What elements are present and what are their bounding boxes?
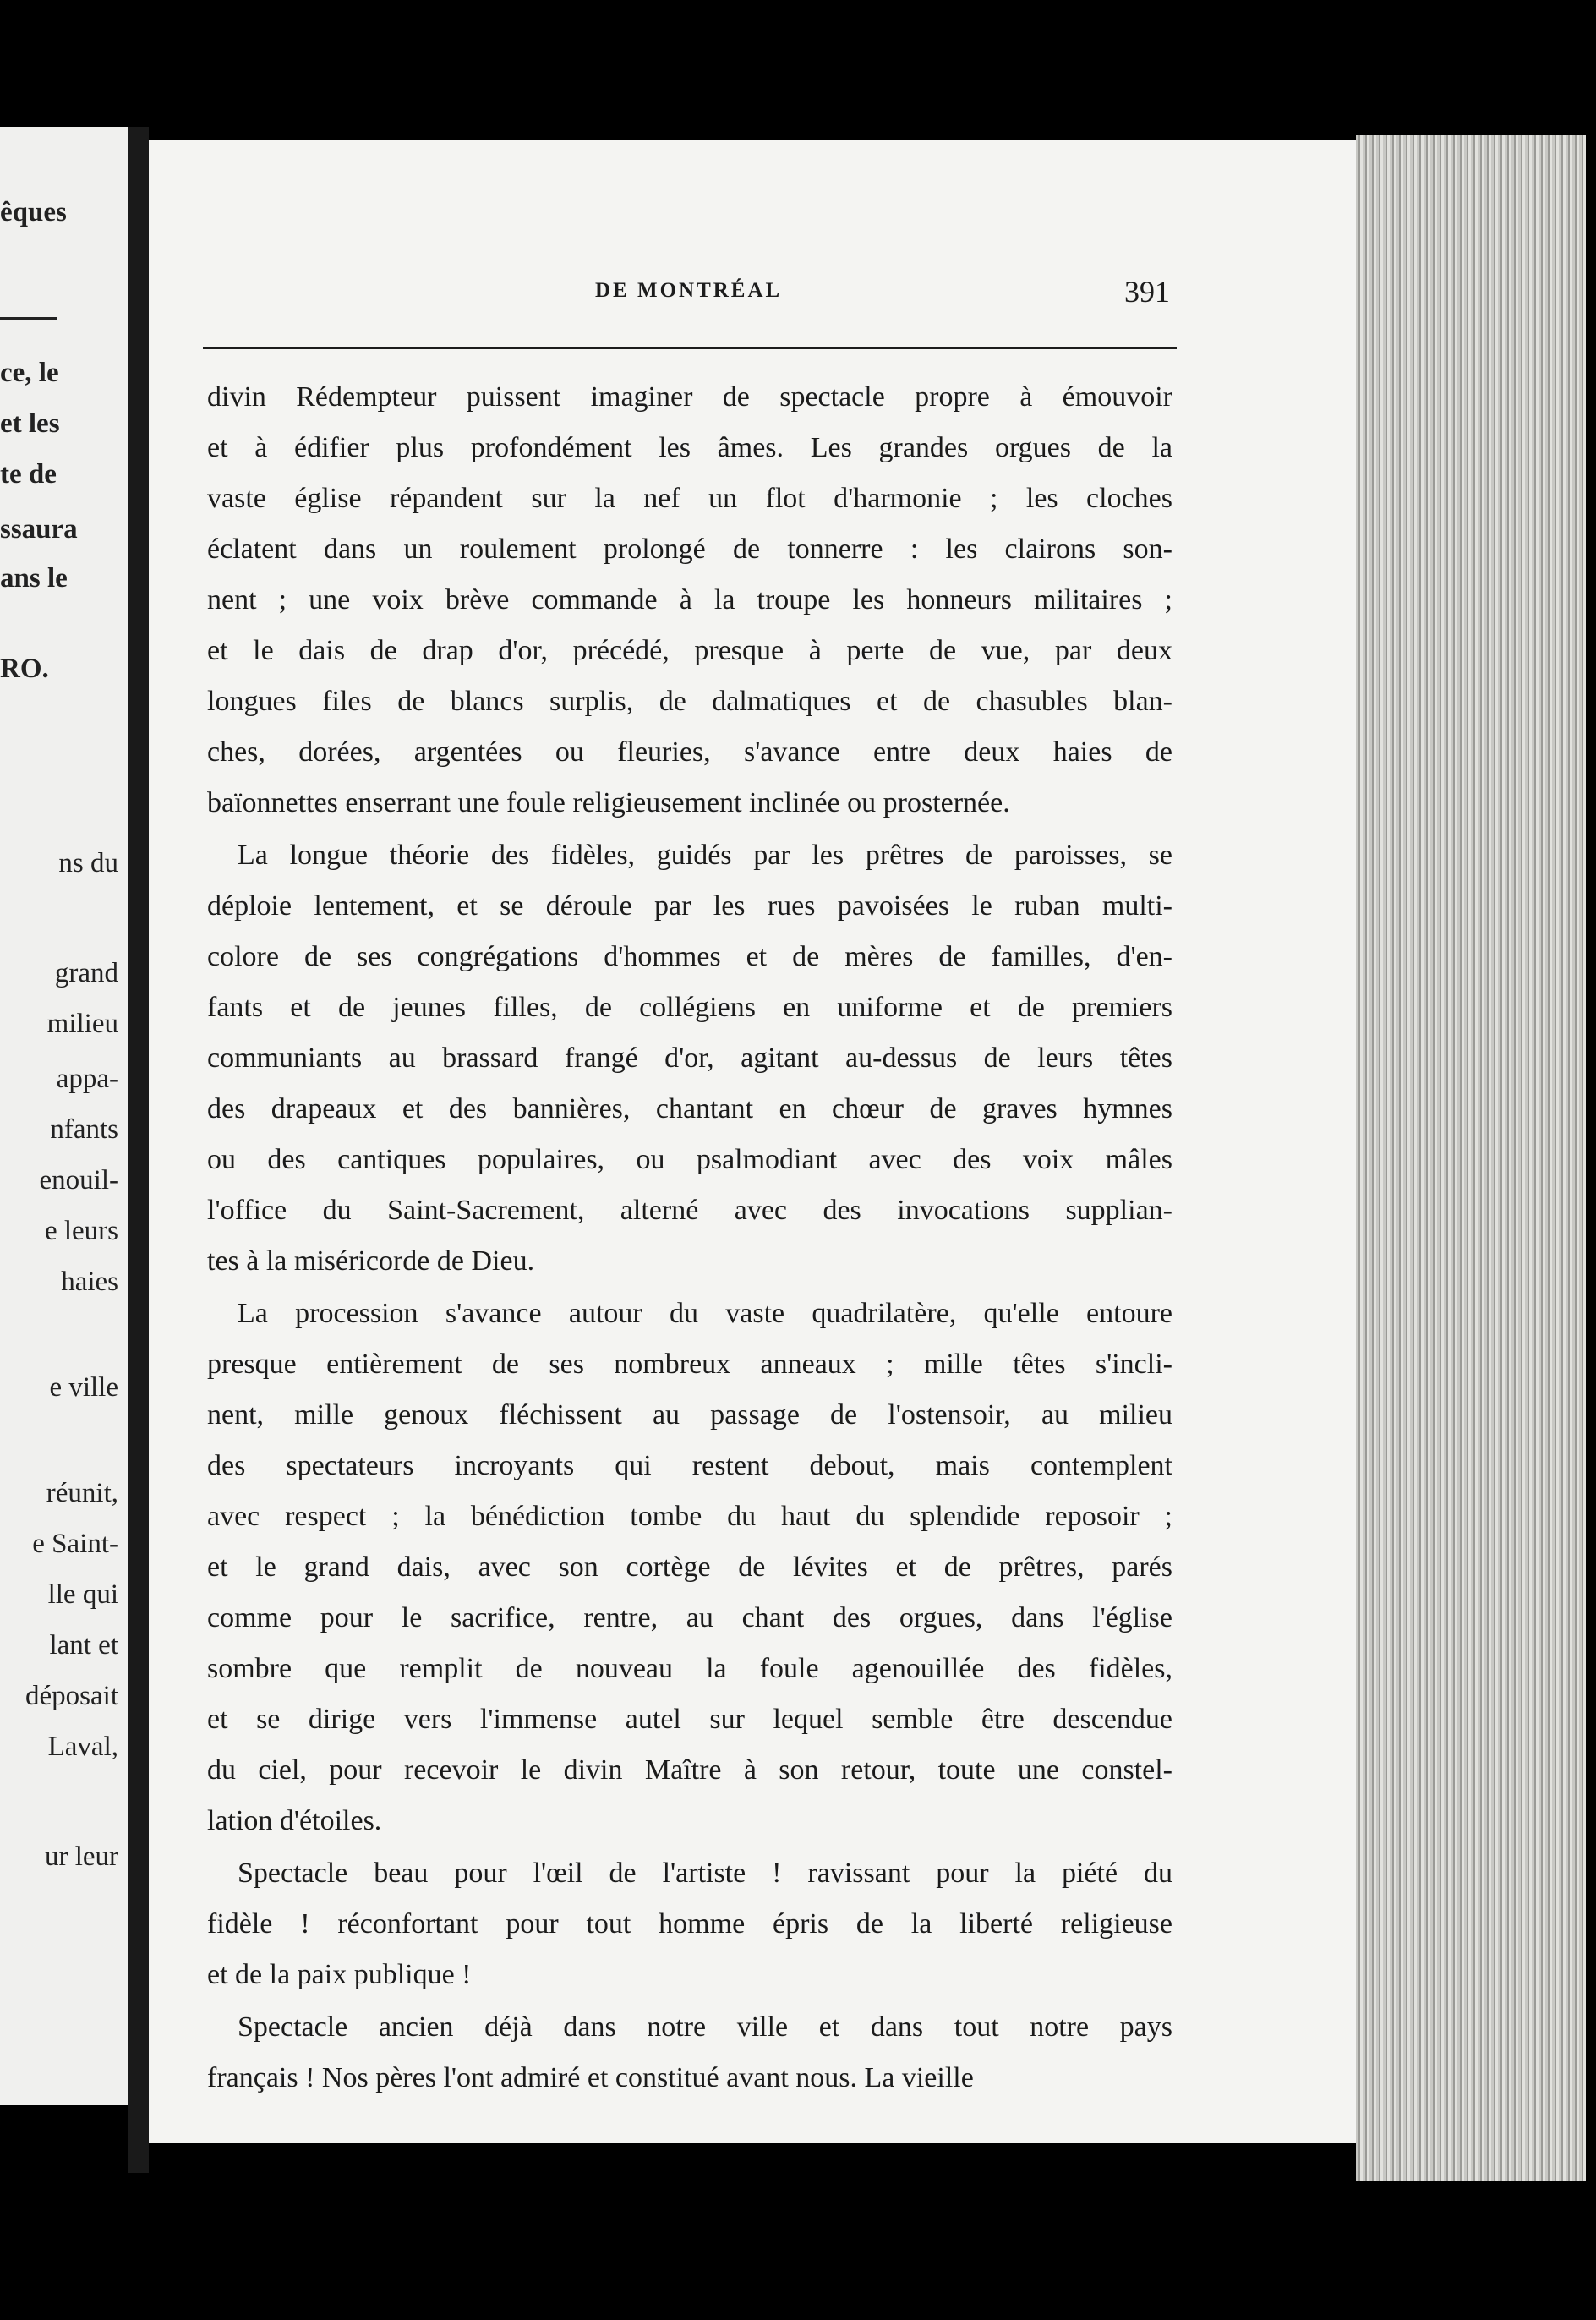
left-page-fragment: êques: [0, 197, 67, 227]
text-line: nent ; une voix brève commande à la troupe les honneurs militaires ;: [207, 584, 1172, 616]
left-page-fragment: lant et: [49, 1630, 118, 1661]
paragraph: [207, 830, 1172, 1287]
text-line: comme pour le sacrifice, rentre, au chant des orgues, dans l'église: [207, 1602, 1172, 1633]
text-line: et le dais de drap d'or, précédé, presque à perte de vue, par deux: [207, 635, 1172, 666]
text-line: des drapeaux et des bannières, chantant en chœur de graves hymnes: [207, 1093, 1172, 1124]
left-page-fragment: haies: [61, 1267, 118, 1297]
text-line: vaste église répandent sur la nef un flot d'harmonie ; les cloches: [207, 483, 1172, 514]
text-line: lation d'étoiles.: [207, 1805, 382, 1836]
text-line: ches, dorées, argentées ou fleuries, s'avance entre deux haies de: [207, 736, 1172, 768]
left-page-fragment: e leurs: [44, 1216, 118, 1246]
text-line: avec respect ; la bénédiction tombe du haut du splendide reposoir ;: [207, 1501, 1172, 1532]
text-line: La longue théorie des fidèles, guidés par les prêtres de paroisses, se: [238, 840, 1172, 871]
text-line: éclatent dans un roulement prolongé de tonnerre : les clairons son-: [207, 533, 1172, 565]
left-page-fragment: enouil-: [39, 1165, 118, 1196]
left-page-fragment: te de: [0, 459, 57, 490]
text-line: ou des cantiques populaires, ou psalmodiant avec des voix mâles: [207, 1144, 1172, 1175]
text-line: tes à la miséricorde de Dieu.: [207, 1245, 535, 1277]
text-line: colore de ses congrégations d'hommes et de mères de familles, d'en-: [207, 941, 1172, 972]
paragraph: [207, 1289, 1172, 1847]
text-line: l'office du Saint-Sacrement, alterné avec des invocations supplian-: [207, 1195, 1172, 1226]
left-page-fragment: ns du: [58, 848, 118, 878]
left-page-fragment: ce, le: [0, 358, 59, 388]
text-line: fidèle ! réconfortant pour tout homme épris de la liberté religieuse: [207, 1908, 1172, 1940]
paragraph: [207, 372, 1172, 829]
running-title: DE MONTRÉAL: [595, 279, 783, 302]
text-line: baïonnettes enserrant une foule religieusement inclinée ou prosternée.: [207, 787, 1010, 818]
text-line: nent, mille genoux fléchissent au passage de l'ostensoir, au milieu: [207, 1399, 1172, 1431]
left-page-fragment: nfants: [50, 1114, 118, 1145]
text-line: des spectateurs incroyants qui restent debout, mais contemplent: [207, 1450, 1172, 1481]
header-rule: [203, 347, 1177, 349]
left-page-fragment: Laval,: [47, 1732, 118, 1762]
text-line: fants et de jeunes filles, de collégiens en uniforme et de premiers: [207, 992, 1172, 1023]
left-page-fragment: lle qui: [47, 1579, 118, 1610]
text-line: et le grand dais, avec son cortège de lévites et de prêtres, parés: [207, 1551, 1172, 1583]
paragraph: [207, 1848, 1172, 2000]
text-line: presque entièrement de ses nombreux anneaux ; mille têtes s'incli-: [207, 1349, 1172, 1380]
page-header: [0, 275, 1596, 321]
text-line: et à édifier plus profondément les âmes. Les grandes orgues de la: [207, 432, 1172, 463]
left-page-fragment: réunit,: [46, 1478, 118, 1508]
left-page-fragment: e ville: [49, 1372, 118, 1403]
text-line: Spectacle ancien déjà dans notre ville et dans tout notre pays: [238, 2011, 1172, 2043]
left-page-fragment: e Saint-: [32, 1529, 118, 1559]
body-text: [207, 372, 1172, 2105]
text-line: et se dirige vers l'immense autel sur lequel semble être descendue: [207, 1704, 1172, 1735]
book-spine: [128, 127, 149, 2173]
left-page-fragment: ans le: [0, 563, 68, 594]
page-number: 391: [1124, 275, 1170, 309]
text-line: La procession s'avance autour du vaste quadrilatère, qu'elle entoure: [238, 1298, 1172, 1329]
left-page-fragment: ssaura: [0, 514, 78, 544]
text-line: divin Rédempteur puissent imaginer de spectacle propre à émouvoir: [207, 381, 1172, 413]
left-page-edge: [0, 127, 128, 2105]
left-page-fragment: ur leur: [44, 1841, 118, 1872]
left-page-fragment: et les: [0, 408, 60, 439]
left-page-fragment: milieu: [46, 1009, 118, 1039]
left-page-fragment: appa-: [56, 1064, 118, 1094]
text-line: et de la paix publique !: [207, 1959, 472, 1990]
left-page-fragment: RO.: [0, 654, 49, 684]
text-line: du ciel, pour recevoir le divin Maître à son retour, toute une constel-: [207, 1754, 1172, 1786]
text-line: sombre que remplit de nouveau la foule agenouillée des fidèles,: [207, 1653, 1172, 1684]
text-line: français ! Nos pères l'ont admiré et constitué avant nous. La vieille: [207, 2062, 974, 2093]
text-line: Spectacle beau pour l'œil de l'artiste ! ravissant pour la piété du: [238, 1858, 1172, 1889]
left-page-fragment: déposait: [25, 1681, 118, 1711]
text-line: communiants au brassard frangé d'or, agitant au-dessus de leurs têtes: [207, 1042, 1172, 1074]
paragraph: [207, 2002, 1172, 2104]
text-line: déploie lentement, et se déroule par les rues pavoisées le ruban multi-: [207, 890, 1172, 922]
left-page-fragment: grand: [54, 958, 118, 988]
page-edges: [1356, 135, 1586, 2181]
text-line: longues files de blancs surplis, de dalmatiques et de chasubles blan-: [207, 686, 1172, 717]
